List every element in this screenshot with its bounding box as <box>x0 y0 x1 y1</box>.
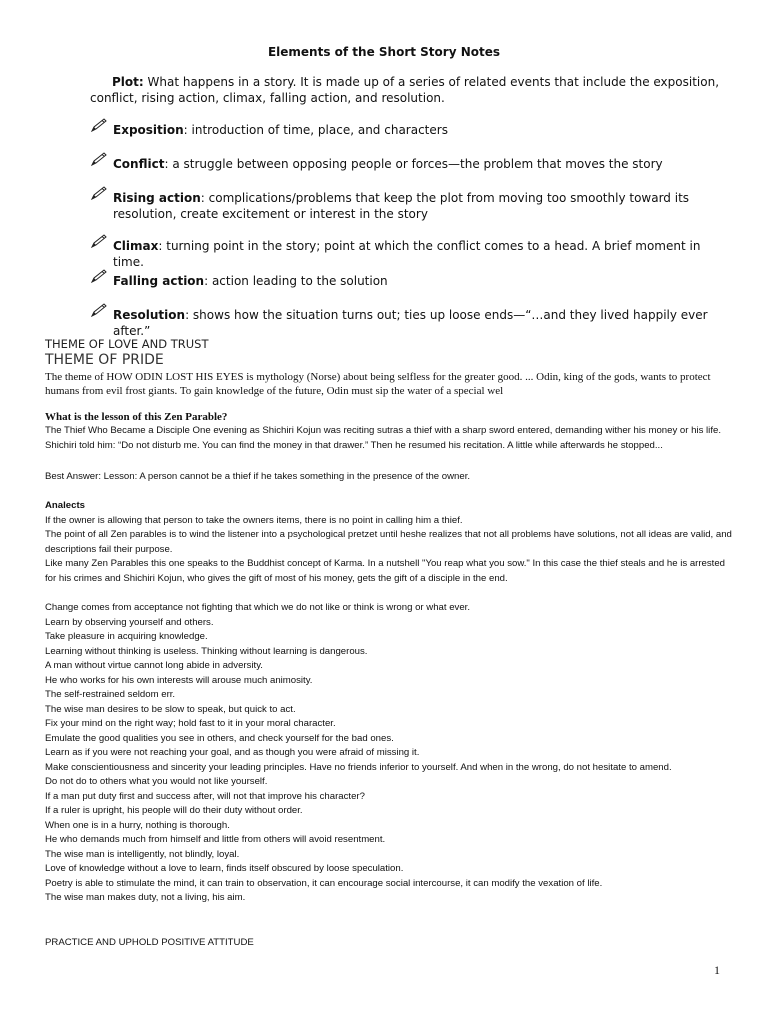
saying: Do not do to others what you would not like yourself. <box>45 776 268 787</box>
saying: Take pleasure in acquiring knowledge. <box>45 631 208 642</box>
theme-love-heading: THEME OF LOVE AND TRUST <box>45 337 209 351</box>
pencil-icon <box>90 186 108 200</box>
practice-heading: PRACTICE AND UPHOLD POSITIVE ATTITUDE <box>45 937 254 948</box>
term-sep: : <box>158 239 163 253</box>
term-conflict <box>90 156 730 172</box>
term-climax <box>90 238 730 270</box>
saying: Make conscientiousness and sincerity your leading principles. Have no friends inferior to yourself. And when in the wrong, do not hesitate to amend. <box>45 761 672 773</box>
saying: If a man put duty first and success after, will not that improve his character? <box>45 790 365 802</box>
best-answer: Best Answer: Lesson: A person cannot be a thief if he takes something in the presence of the owner. <box>45 471 471 482</box>
term-resolution <box>90 307 730 339</box>
pencil-icon <box>90 303 108 317</box>
page-title: Elements of the Short Story Notes <box>267 45 501 59</box>
term-label: Resolution <box>113 308 186 322</box>
saying: He who works for his own interests will arouse much animosity. <box>45 674 313 686</box>
odin-paragraph: The theme of HOW ODIN LOST HIS EYES is mythology (Norse) about being selfless for the greater good. ... Odin, king of the gods, wants to protect humans from evil frost giants. To gain knowledge of the future, Odin must sip the water of a special wel <box>45 371 711 397</box>
term-text: a struggle between opposing people or forces—the problem that moves the story <box>168 157 663 171</box>
saying: Change comes from acceptance not fighting that which we do not like or think is wrong or what ever. <box>45 602 471 613</box>
pencil-icon <box>90 269 108 283</box>
zen-paragraph: The Thief Who Became a Disciple One evening as Shichiri Kojun was reciting sutras a thief with a sharp sword entered, demanding wither his money or his life. Shichiri told him: “Do not disturb me. You can find the money in that drawer.” Then he resumed his recitation. A little while afterwards he stopped... <box>45 425 721 451</box>
pencil-icon <box>90 118 108 132</box>
analects-paragraph: If the owner is allowing that person to take the owners items, there is no point in calling him a thief. <box>45 514 463 526</box>
term-falling-action <box>90 273 730 289</box>
analects-heading: Analects <box>45 500 85 511</box>
saying: When one is in a hurry, nothing is thorough. <box>45 819 230 831</box>
term-text: introduction of time, place, and characters <box>187 123 448 137</box>
saying: The self-restrained seldom err. <box>45 689 176 700</box>
saying: Learn as if you were not reaching your goal, and as though you were afraid of missing it. <box>45 747 420 758</box>
saying: Poetry is able to stimulate the mind, it can train to observation, it can encourage social intercourse, it can modify the vexation of life. <box>45 877 603 889</box>
zen-heading: What is the lesson of this Zen Parable? <box>45 411 228 423</box>
term-text: shows how the situation turns out; ties up loose ends—“…and they lived happily ever after.” <box>113 308 708 338</box>
saying: The wise man makes duty, not a living, his aim. <box>45 892 246 903</box>
plot-term: Plot: <box>112 75 144 89</box>
saying: The wise man is intelligently, not blindly, loyal. <box>45 848 240 860</box>
pencil-icon <box>90 234 108 248</box>
saying: The wise man desires to be slow to speak, but quick to act. <box>45 703 296 715</box>
term-text: action leading to the solution <box>208 274 388 288</box>
saying: Learn by observing yourself and others. <box>45 616 214 628</box>
term-text: turning point in the story; point at which the conflict comes to a head. A brief moment in time. <box>113 239 701 269</box>
term-label: Climax <box>113 239 159 253</box>
page-number: 1 <box>714 963 720 977</box>
term-label: Falling action <box>113 274 205 288</box>
term-sep: : <box>200 191 205 205</box>
term-sep: : <box>164 157 169 171</box>
saying: Fix your mind on the right way; hold fast to it in your moral character. <box>45 718 336 729</box>
term-label: Conflict <box>113 157 165 171</box>
saying: Learning without thinking is useless. Thinking without learning is dangerous. <box>45 645 368 657</box>
analects-paragraph: The point of all Zen parables is to wind the listener into a psychological pretzet until heshe realizes that not all problems have solutions, not all ideas are valid, and descriptions fail their purpose. <box>45 529 732 555</box>
term-label: Exposition <box>113 123 184 137</box>
sayings-list <box>45 601 735 906</box>
term-exposition <box>90 122 730 138</box>
term-label: Rising action <box>113 191 201 205</box>
term-text: complications/problems that keep the plot from moving too smoothly toward its resolution, create excitement or interest in the story <box>113 191 690 221</box>
term-sep: : <box>185 308 190 322</box>
term-rising-action <box>90 190 730 222</box>
term-sep: : <box>204 274 209 288</box>
analects-section <box>45 499 735 586</box>
analects-paragraph: Like many Zen Parables this one speaks to the Buddhist concept of Karma. In a nutshell "You reap what you sow." In this case the thief steals and he is arrested for his crimes and Shichiri Kojun, who gives the gift of most of his money, gets the gift of a disciple in the end. <box>45 558 726 584</box>
plot-definition <box>90 74 730 106</box>
saying: Love of knowledge without a love to learn, finds itself obscured by loose speculation. <box>45 863 404 874</box>
pencil-icon <box>90 152 108 166</box>
saying: He who demands much from himself and little from others will avoid resentment. <box>45 834 386 845</box>
saying: Emulate the good qualities you see in others, and check yourself for the bad ones. <box>45 732 394 744</box>
theme-pride-heading: THEME OF PRIDE <box>45 352 164 368</box>
saying: A man without virtue cannot long abide in adversity. <box>45 660 263 671</box>
term-sep: : <box>183 123 188 137</box>
saying: If a ruler is upright, his people will do their duty without order. <box>45 805 303 816</box>
plot-text: What happens in a story. It is made up of a series of related events that include the exposition, conflict, rising action, climax, falling action, and resolution. <box>90 75 720 105</box>
